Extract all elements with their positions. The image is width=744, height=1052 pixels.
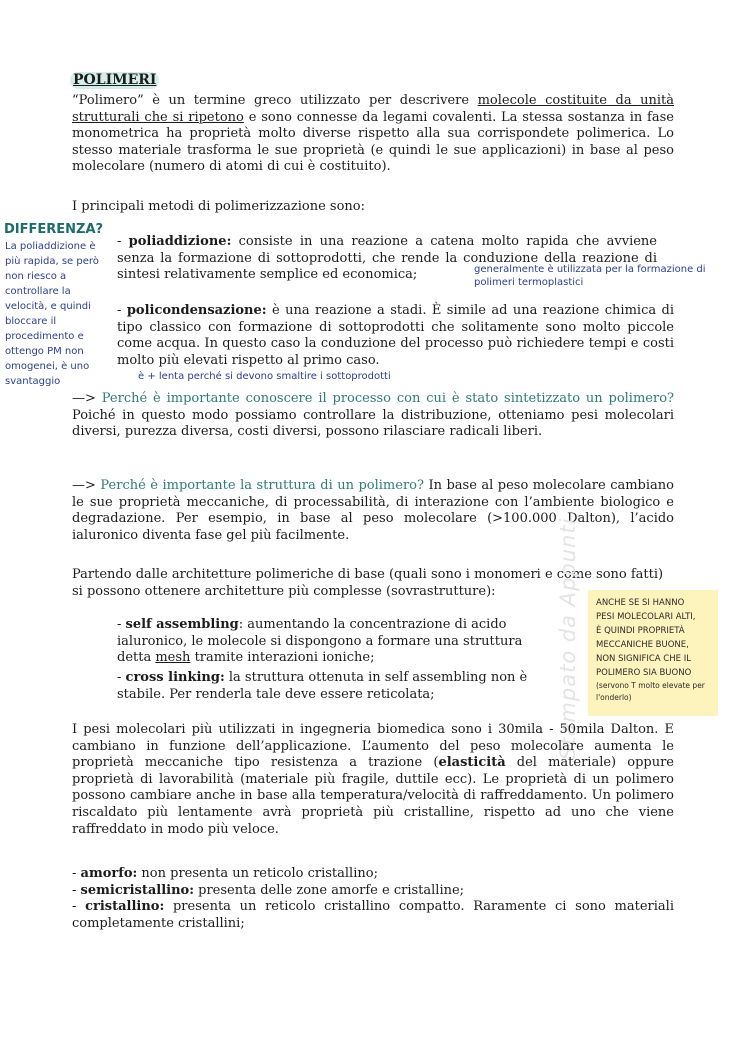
methods-intro: I principali metodi di polimerizzazione sono:	[72, 199, 366, 214]
poliaddizione-item: - poliaddizione: consiste in una reazione a catena molto rapida che avviene senza la formazione di sottoprodotti, che rende la conduzione della reazione di sintesi relativamente semplice ed economica;	[117, 234, 657, 283]
state-item: - amorfo: non presenta un reticolo cristallino;	[72, 866, 378, 881]
state-label: cristallino:	[85, 899, 165, 915]
answer-1: Poiché in questo modo possiamo controllare la distribuzione, otteniamo pesi molecolari diversi, purezza diversa, costi diversi, possono rilasciare radicali liberi.	[72, 407, 674, 440]
watermark: Stampato da Appunti	[556, 517, 580, 760]
intro-paragraph	[72, 93, 674, 176]
question-process	[72, 391, 674, 441]
sticky-note-line: POLIMERO SIA BUONO	[596, 668, 692, 678]
self-assembling-text: : aumentando la concentrazione di acido ialuronico, le molecole si dispongono a formare una struttura detta	[117, 617, 523, 666]
cross-linking-text: la struttura ottenuta in self assembling non è stabile. Per renderla tale deve essere reticolata;	[117, 670, 528, 702]
intro-underlined: molecole costituite da unità strutturali che si ripetono	[72, 93, 674, 125]
poliaddizione-text: consiste in una reazione a catena molto rapida che avviene senza la formazione di sottoprodotti, che rende la conduzione della reazione di sintesi relativamente semplice ed economica;	[117, 234, 657, 283]
self-assembling-label: self assembling	[125, 617, 239, 632]
sticky-note-lines	[596, 596, 712, 680]
poliaddizione-label: poliaddizione:	[128, 234, 232, 249]
sticky-note	[588, 590, 718, 716]
question-1: Perché è importante conoscere il processo con cui è stato sintetizzato un polimero?	[101, 391, 674, 406]
sticky-note-line: MECCANICHE BUONE,	[596, 640, 689, 650]
pesi-text-end: del materiale) oppure proprietà di lavorabilità (materiale più fragile, duttile ecc). Le proprietà di un polimero possono cambiare anche in base alla temperatura/velocità di raffreddamento. Un polimero riscaldato più lentamente avrà proprietà più cristalline, rispetto ad uno che viene raffreddato in modo più veloce.	[72, 755, 674, 837]
arrow-2: —>	[72, 478, 101, 493]
page-title: POLIMERI	[70, 72, 159, 89]
state-text: presenta un reticolo cristallino compatto. Raramente ci sono materiali completamente cristallini;	[72, 899, 674, 931]
state-item: - cristallino: presenta un reticolo cristallino compatto. Raramente ci sono materiali completamente cristallini;	[72, 899, 674, 931]
pesi-paragraph	[72, 722, 674, 838]
sticky-note-line: È QUINDI PROPRIETÀ	[596, 626, 685, 636]
policondensazione-label: policondensazione:	[126, 303, 267, 318]
question-2: Perché è importante la struttura di un polimero?	[100, 478, 424, 493]
side-note-body: La poliaddizione è più rapida, se però non riesco a controllare la velocità, e quindi bloccare il procedimento e ottengo PM non omogenei, è uno svantaggio	[5, 241, 99, 387]
self-assembling-text-end: tramite interazioni ioniche;	[190, 650, 375, 666]
intro-text-end: e sono connesse da legami covalenti. La stessa sostanza in fase monometrica ha proprietà molto diverse rispetto alla sua corrispondete polimerica. Lo stesso materiale trasforma le sue proprietà (e quindi le sue applicazioni) in base al peso molecolare (numero di atomi di cui è costituito).	[72, 109, 674, 175]
note-general: generalmente è utilizzata per la formazione di polimeri termoplastici	[474, 264, 706, 288]
arrow-1: —>	[72, 391, 102, 406]
sticky-note-small: (servono T molto elevate per l'onderlo)	[596, 681, 705, 702]
question-structure	[72, 478, 674, 544]
state-text: presenta delle zone amorfe e cristalline;	[194, 882, 465, 898]
self-assembling-item: - self assembling: aumentando la concentrazione di acido ialuronico, le molecole si dispongono a formare una struttura detta mesh tramite interazioni ioniche;	[117, 617, 523, 666]
state-item: - semicristallino: presenta delle zone amorfe e cristalline;	[72, 882, 465, 898]
state-label: amorfo:	[80, 866, 138, 881]
policondensazione-text: è una reazione a stadi. È simile ad una reazione chimica di tipo classico con formazione di sottoprodotti che solitamente sono molto piccole come acqua. In questo caso la conduzione del processo può richiedere tempi e costi molto più elevati rispetto al primo caso.	[117, 303, 674, 368]
mesh-term: mesh	[155, 650, 191, 666]
intro-text: “Polimero” è un termine greco utilizzato per descrivere	[72, 93, 478, 108]
states-list	[72, 866, 674, 932]
elasticita-term: elasticità	[438, 755, 506, 771]
sticky-note-line: PESI MOLECOLARI ALTI,	[596, 612, 696, 622]
pesi-text: I pesi molecolari più utilizzati in ingegneria biomedica sono i 30mila - 50mila Dalton. E cambiano in funzione dell’applicazione. L’aumento del peso molecolare aumenta le proprietà meccaniche tipo resistenza a trazione (	[72, 722, 674, 771]
architetture-paragraph: Partendo dalle architetture polimeriche di base (quali sono i monomeri e come sono fatti) si possono ottenere architetture più complesse (sovrastrutture):	[72, 567, 664, 599]
answer-2: In base al peso molecolare cambiano le sue proprietà meccaniche, di processabilità, di interazione con l’ambiente biologico e degradazione. Per esempio, in base al peso molecolare (>100.000 Dalton), l’acido ialuronico diventa fase gel più facilmente.	[72, 478, 674, 543]
note-lenta: è + lenta perché si devono smaltire i sottoprodotti	[138, 371, 391, 382]
sticky-note-line: ANCHE SE SI HANNO	[596, 598, 685, 608]
state-text: non presenta un reticolo cristallino;	[137, 866, 378, 881]
sticky-note-line: NON SIGNIFICA CHE IL	[596, 654, 691, 664]
state-label: semicristallino:	[80, 882, 195, 898]
policondensazione-item: - policondensazione: è una reazione a stadi. È simile ad una reazione chimica di tipo classico con formazione di sottoprodotti che solitamente sono molto piccole come acqua. In questo caso la conduzione del processo può richiedere tempi e costi molto più elevati rispetto al primo caso.	[117, 303, 674, 368]
cross-linking-label: cross linking:	[125, 670, 225, 685]
side-note-heading: DIFFERENZA?	[4, 222, 104, 237]
cross-linking-item: - cross linking: la struttura ottenuta in self assembling non è stabile. Per renderla tale deve essere reticolata;	[117, 670, 528, 702]
